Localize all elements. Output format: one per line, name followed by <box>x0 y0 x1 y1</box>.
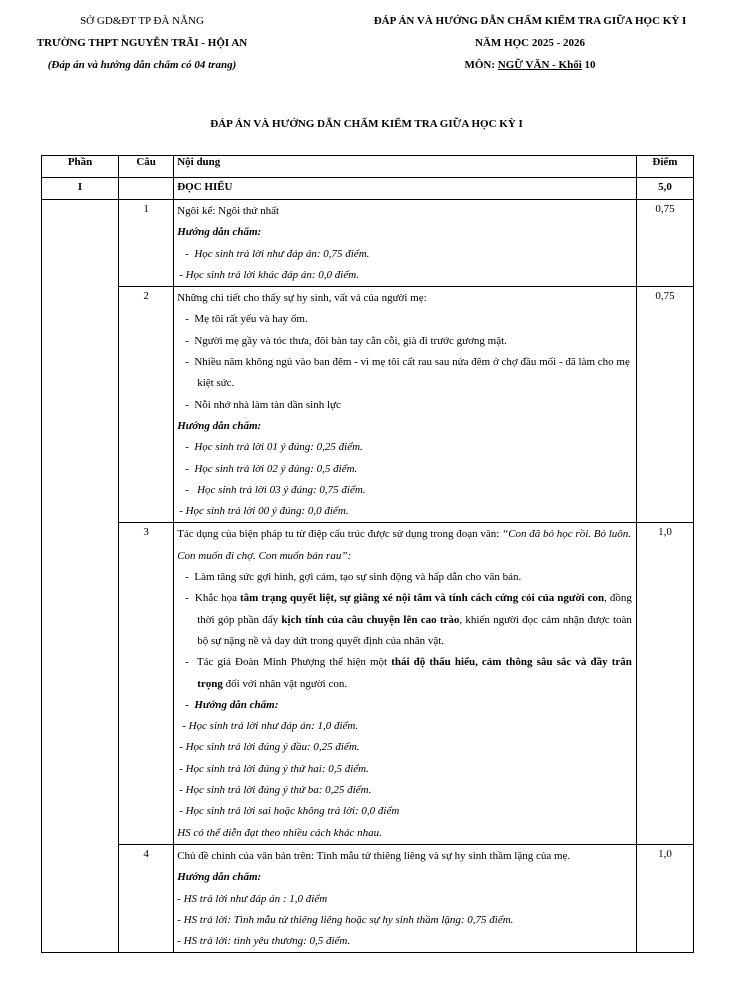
question-points: 0,75 <box>636 200 693 287</box>
question-content: Ngôi kể: Ngôi thứ nhất Hướng dẫn chấm: - Học sinh trả lời như đáp án: 0,75 điểm. - Học sinh trả lời khác đáp án: 0,0 điểm. <box>174 200 637 287</box>
department-name: SỞ GD&ĐT TP ĐÀ NẴNG <box>80 15 204 27</box>
question-content: Những chi tiết cho thấy sự hy sinh, vất vả của người mẹ: - Mẹ tôi rất yếu và hay ốm. - Người mẹ gầy và tóc thưa, đôi bàn tay cằn cỗi, già đi trước gương mặt. - Nhiều năm không ngủ vào ban đêm - vì mẹ tôi cất rau sau nửa đêm ở chợ đầu mối - đã làm cho mẹ kiệt sức. - Nỗi nhớ nhà làm tàn dần sinh lực Hướng dẫn chấm: - Học sinh trả lời 01 ý đúng: 0,25 điểm. - Học sinh trả lời 02 ý đúng: 0,5 điểm. - Học sinh trả lời 03 ý đúng: 0,75 điểm. - Học sinh trả lời 00 ý đúng: 0,0 điểm. <box>174 287 637 523</box>
document-title: ĐÁP ÁN VÀ HƯỚNG DẪN CHẤM KIỂM TRA GIỮA HỌC KỲ I <box>210 118 523 130</box>
exam-title: ĐÁP ÁN VÀ HƯỚNG DẪN CHẤM KIỂM TRA GIỮA HỌC KỲ I <box>373 15 687 27</box>
col-header-part: Phần <box>42 156 119 178</box>
school-year: NĂM HỌC 2025 - 2026 <box>475 37 585 49</box>
question-number: 2 <box>119 287 174 523</box>
question-number: 4 <box>119 844 174 952</box>
subject-line: MÔN: NGỮ VĂN - Khối 10 <box>464 59 596 71</box>
page-count-note: (Đáp án và hướng dẫn chấm có 04 trang) <box>47 59 237 71</box>
header-left <box>22 10 262 76</box>
school-name: TRƯỜNG THPT NGUYỄN TRÃI - HỘI AN <box>36 37 248 49</box>
question-points: 0,75 <box>636 287 693 523</box>
answer-table <box>41 155 694 953</box>
question-number: 1 <box>119 200 174 287</box>
section-points: 5,0 <box>636 178 693 200</box>
section-row <box>42 178 694 200</box>
header-right <box>345 10 715 76</box>
table-row <box>42 200 694 287</box>
question-number: 3 <box>119 523 174 844</box>
col-header-points: Điểm <box>636 156 693 178</box>
question-points: 1,0 <box>636 523 693 844</box>
question-points: 1,0 <box>636 844 693 952</box>
table-row <box>42 844 694 952</box>
col-header-content: Nội dung <box>174 156 637 178</box>
table-row <box>42 287 694 523</box>
table-row <box>42 523 694 844</box>
section-title: ĐỌC HIỂU <box>174 178 637 200</box>
subject-name: NGỮ VĂN - Khối <box>497 59 582 71</box>
col-header-question: Câu <box>119 156 174 178</box>
section-part: I <box>42 178 119 200</box>
question-content: Chủ đề chính của văn bản trên: Tình mẫu tử thiêng liêng và sự hy sinh thầm lặng của mẹ. Hướng dẫn chấm: - HS trả lời như đáp án : 1,0 điểm - HS trả lời: Tình mẫu tử thiêng liêng hoặc sự hy sinh thầm lặng: 0,75 điểm. - HS trả lời: tình yêu thương: 0,5 điểm. <box>174 844 637 952</box>
table-header-row <box>42 156 694 178</box>
question-content: Tác dụng của biện pháp tu từ điệp cấu trúc được sử dụng trong đoạn văn: “Con đã bỏ học rồi. Bỏ luôn. Con muốn đi chợ. Con muốn bán rau”: - Làm tăng sức gợi hình, gợi cảm, tạo sự sinh động và hấp dẫn cho văn bản. - Khắc họa tâm trạng quyết liệt, sự giằng xé nội tâm và tính cách cứng cỏi của người con, đồng thời góp phần đẩy kịch tính của câu chuyện lên cao trào, khiến người đọc cảm nhận được toàn bộ sự nặng nề và day dứt trong quyết định của nhân vật. - Tác giả Đoàn Minh Phượng thể hiện một thái độ thấu hiểu, cảm thông sâu sắc và đầy trân trọng đối với nhân vật người con. - Hướng dẫn chấm: - Học sinh trả lời như đáp án: 1,0 điểm. - Học sinh trả lời đúng ý đầu: 0,25 điểm. - Học sinh trả lời đúng ý thứ hai: 0,5 điểm. - Học sinh trả lời đúng ý thứ ba: 0,25 điểm. - Học sinh trả lời sai hoặc không trả lời: 0,0 điểm HS có thể diễn đạt theo nhiều cách khác nhau. <box>174 523 637 844</box>
